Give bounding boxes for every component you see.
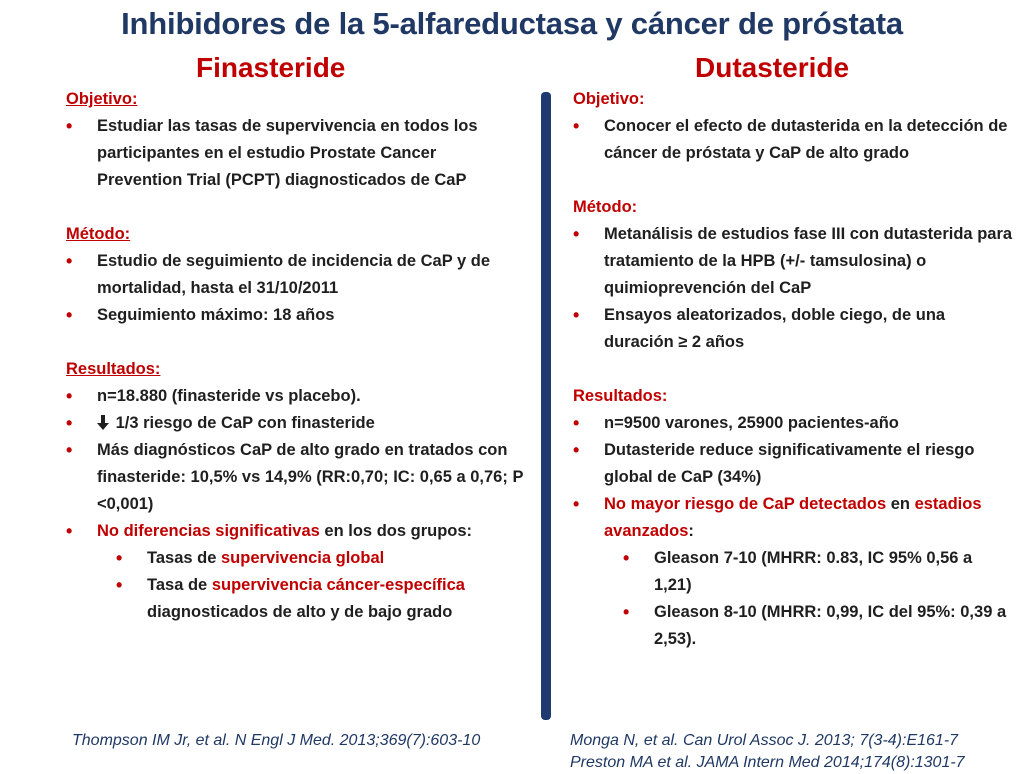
objective-item: • Estudiar las tasas de supervivencia en todos los participantes en el estudio Prostate Cancer Prevention Trial (PCPT) diagnosticados de CaP <box>66 113 526 194</box>
column-divider <box>541 92 551 720</box>
highlight-text: supervivencia global <box>220 549 385 567</box>
highlight-text: No diferencias significativas <box>97 522 320 540</box>
arrow-down-icon <box>97 412 111 439</box>
highlight-text: supervivencia cáncer-específica <box>211 576 465 594</box>
highlight-text: estadios avanzados <box>604 495 982 540</box>
finasteride-heading: Finasteride <box>196 52 346 83</box>
results-heading: Resultados: <box>573 387 668 405</box>
objective-heading: Objetivo: <box>66 90 138 108</box>
sub-text: diagnosticados de alto y de bajo grado <box>147 603 453 621</box>
sub-item: • Gleason 8-10 (MHRR: 0,99, IC del 95%: 0,39 a 2,53). <box>573 599 1013 653</box>
sub-text: Tasa de <box>147 576 212 594</box>
reference-line: Preston MA et al. JAMA Intern Med 2014;174(8):1301-7 <box>570 754 965 771</box>
result-text: en los dos grupos: <box>319 522 473 540</box>
objective-item: • Conocer el efecto de dutasterida en la detección de cáncer de próstata y CaP de alto grado <box>573 113 1013 167</box>
method-item: • Estudio de seguimiento de incidencia de CaP y de mortalidad, hasta el 31/10/2011 <box>66 248 526 302</box>
result-item <box>66 518 526 626</box>
result-item <box>573 491 1013 653</box>
result-item: • n=18.880 (finasteride vs placebo). <box>66 383 526 410</box>
results-heading: Resultados: <box>66 360 161 378</box>
result-item: • n=9500 varones, 25900 pacientes-año <box>573 410 1013 437</box>
finasteride-reference: Thompson IM Jr, et al. N Engl J Med. 2013;369(7):603-10 <box>72 732 481 749</box>
method-heading: Método: <box>573 198 638 216</box>
slide-title: Inhibidores de la 5-alfareductasa y cáncer de próstata <box>121 6 903 41</box>
method-item: • Metanálisis de estudios fase III con dutasterida para tratamiento de la HPB (+/- tamsulosina) o quimioprevención del CaP <box>573 221 1013 302</box>
dutasteride-column <box>573 86 1013 653</box>
result-item: • Más diagnósticos CaP de alto grado en tratados con finasteride: 10,5% vs 14,9% (RR:0,70; IC: 0,65 a 0,76; P <0,001) <box>66 437 526 518</box>
sub-item <box>66 545 526 572</box>
method-item: • Seguimiento máximo: 18 años <box>66 302 526 329</box>
result-text: : <box>688 522 694 540</box>
result-item <box>66 410 526 437</box>
sub-item: • Gleason 7-10 (MHRR: 0.83, IC 95% 0,56 a 1,21) <box>573 545 1013 599</box>
highlight-text: No mayor riesgo de CaP detectados <box>604 495 887 513</box>
finasteride-column <box>66 86 526 626</box>
sub-text: Tasas de <box>147 549 221 567</box>
result-item: • Dutasteride reduce significativamente el riesgo global de CaP (34%) <box>573 437 1013 491</box>
method-heading: Método: <box>66 225 131 243</box>
method-item: • Ensayos aleatorizados, doble ciego, de una duración ≥ 2 años <box>573 302 1013 356</box>
result-text: en <box>886 495 915 513</box>
sub-item <box>66 572 526 626</box>
result-text: 1/3 riesgo de CaP con finasteride <box>115 414 375 432</box>
reference-line: Monga N, et al. Can Urol Assoc J. 2013; 7(3-4):E161-7 <box>570 732 959 749</box>
dutasteride-heading: Dutasteride <box>695 52 850 83</box>
objective-heading: Objetivo: <box>573 90 645 108</box>
dutasteride-reference <box>570 730 965 774</box>
